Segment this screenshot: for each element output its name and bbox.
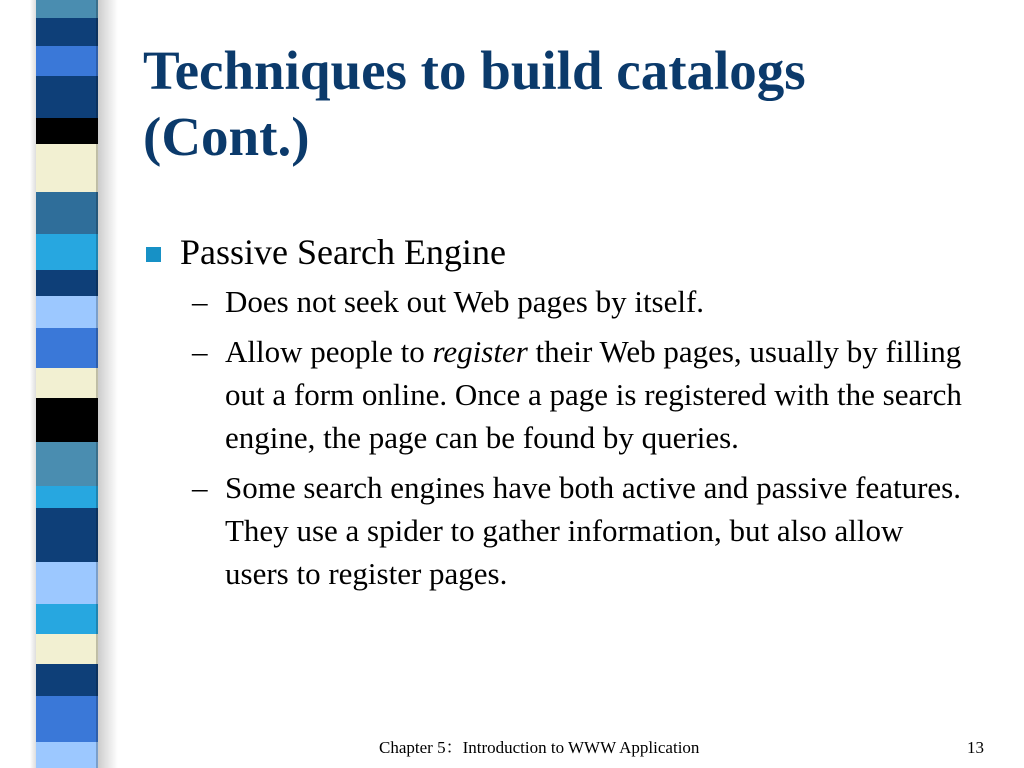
strip-band-2: [36, 18, 98, 46]
strip-band-14: [36, 442, 98, 486]
sub-item-text: Does not seek out Web pages by itself.: [225, 284, 705, 319]
sub-item-text: Some search engines have both active and passive features. They use a spider to gather information, but also allow users to register pages.: [225, 470, 961, 591]
bullet-text: Passive Search Engine: [180, 232, 506, 272]
strip-band-18: [36, 604, 98, 634]
bullet-item-passive-search-engine: [143, 228, 963, 276]
strip-shadow: [96, 0, 118, 768]
sub-item-1: [143, 280, 963, 323]
emphasized-word: register: [432, 334, 528, 369]
text-before-emphasis: Allow people to: [225, 334, 433, 369]
strip-band-9: [36, 270, 98, 296]
text-after-emphasis: their Web pages, usually by filling out a form online. Once a page is registered with the search engine, the page can be found by queries.: [225, 334, 962, 455]
footer-chapter: Chapter 5：Introduction to WWW Application: [379, 738, 700, 757]
strip-band-16: [36, 508, 98, 562]
page-number: 13: [967, 738, 984, 757]
strip-band-10: [36, 296, 98, 328]
sub-bullet-list: [143, 280, 963, 595]
slide-content: [143, 228, 963, 602]
sub-item-text: [225, 330, 963, 459]
strip-band-8: [36, 234, 98, 270]
decorative-strip: [36, 0, 98, 768]
square-bullet-icon: [146, 247, 161, 262]
strip-band-6: [36, 144, 98, 192]
title-line-2: (Cont.): [143, 106, 310, 167]
strip-band-19: [36, 634, 98, 664]
strip-band-22: [36, 742, 98, 768]
strip-band-1: [36, 0, 98, 18]
strip-band-11: [36, 328, 98, 368]
title-line-1: Techniques to build catalogs: [143, 40, 806, 101]
sub-item-3: [143, 466, 963, 595]
dash-marker: –: [192, 334, 208, 369]
strip-band-5: [36, 118, 98, 144]
strip-band-17: [36, 562, 98, 604]
strip-band-13: [36, 398, 98, 442]
strip-band-20: [36, 664, 98, 696]
strip-band-12: [36, 368, 98, 398]
dash-marker: –: [192, 284, 208, 319]
dash-marker: –: [192, 470, 208, 505]
slide-title: [143, 38, 1003, 170]
sub-item-2: [143, 330, 963, 459]
strip-band-4: [36, 76, 98, 118]
strip-band-15: [36, 486, 98, 508]
strip-band-3: [36, 46, 98, 76]
strip-band-7: [36, 192, 98, 234]
strip-band-21: [36, 696, 98, 742]
